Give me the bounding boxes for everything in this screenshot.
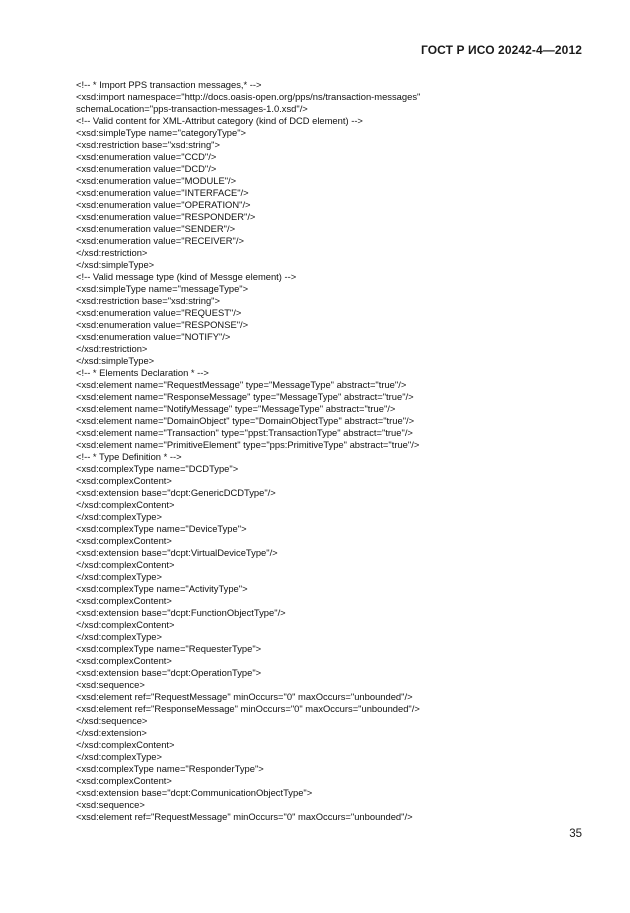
code-line: <xsd:element ref="RequestMessage" minOccurs="0" maxOccurs="unbounded"/> [76,691,413,702]
code-line: <xsd:element name="ResponseMessage" type="MessageType" abstract="true"/> [76,391,414,402]
code-line: <xsd:enumeration value="REQUEST"/> [76,307,242,318]
code-line: <xsd:enumeration value="CCD"/> [76,151,217,162]
code-line: <xsd:import namespace="http://docs.oasis-open.org/pps/ns/transaction-messages" [76,91,421,102]
code-line: </xsd:restriction> [76,343,148,354]
code-line: <xsd:element name="PrimitiveElement" type="pps:PrimitiveType" abstract="true"/> [76,439,420,450]
code-line: <xsd:complexContent> [76,475,172,486]
code-line: <xsd:complexType name="DeviceType"> [76,523,247,534]
code-line: </xsd:simpleType> [76,355,155,366]
code-line: <xsd:complexContent> [76,595,172,606]
code-line: <xsd:complexContent> [76,535,172,546]
code-line: <xsd:restriction base="xsd:string"> [76,139,220,150]
xsd-code-listing [76,79,576,823]
code-line: <xsd:enumeration value="RECEIVER"/> [76,235,244,246]
code-line: <xsd:extension base="dcpt:CommunicationObjectType"> [76,787,313,798]
code-line: <xsd:enumeration value="NOTIFY"/> [76,331,231,342]
code-line: </xsd:restriction> [76,247,148,258]
code-line: </xsd:complexContent> [76,739,175,750]
code-line: <xsd:enumeration value="MODULE"/> [76,175,237,186]
code-line: <!-- * Type Definition * --> [76,451,182,462]
code-line: <xsd:extension base="dcpt:FunctionObjectType"/> [76,607,286,618]
code-line: <xsd:enumeration value="DCD"/> [76,163,217,174]
code-line: <xsd:complexType name="DCDType"> [76,463,239,474]
code-line: </xsd:complexType> [76,751,162,762]
code-line: <xsd:sequence> [76,799,145,810]
standard-header: ГОСТ Р ИСО 20242-4—2012 [420,43,582,57]
code-line: <xsd:element name="Transaction" type="ppst:TransactionType" abstract="true"/> [76,427,413,438]
code-line: <xsd:enumeration value="RESPONDER"/> [76,211,256,222]
code-line: <xsd:sequence> [76,679,145,690]
code-line: <xsd:extension base="dcpt:GenericDCDType"/> [76,487,276,498]
code-line: </xsd:extension> [76,727,147,738]
code-line: </xsd:complexContent> [76,559,175,570]
code-line: <!-- Valid message type (kind of Messge element) --> [76,271,297,282]
code-line: <xsd:complexContent> [76,775,172,786]
code-line: <xsd:enumeration value="OPERATION"/> [76,199,251,210]
code-line: <xsd:element name="NotifyMessage" type="MessageType" abstract="true"/> [76,403,396,414]
code-line: <xsd:complexContent> [76,655,172,666]
code-line: </xsd:sequence> [76,715,148,726]
code-line: <!-- * Elements Declaration * --> [76,367,209,378]
code-line: <!-- * Import PPS transaction messages,* --> [76,79,262,90]
code-line: <xsd:enumeration value="SENDER"/> [76,223,236,234]
code-line: </xsd:complexType> [76,511,162,522]
code-line: <xsd:simpleType name="categoryType"> [76,127,247,138]
code-line: <xsd:enumeration value="INTERFACE"/> [76,187,249,198]
code-line: </xsd:complexType> [76,631,162,642]
code-line: <xsd:complexType name="ResponderType"> [76,763,264,774]
code-line: </xsd:complexContent> [76,619,175,630]
code-line: <xsd:simpleType name="messageType"> [76,283,249,294]
code-line: <xsd:element ref="ResponseMessage" minOccurs="0" maxOccurs="unbounded"/> [76,703,420,714]
code-line: <!-- Valid content for XML-Attribut category (kind of DCD element) --> [76,115,363,126]
code-line: <xsd:element name="DomainObject" type="DomainObjectType" abstract="true"/> [76,415,415,426]
page-number: 35 [569,828,582,840]
code-line: <xsd:extension base="dcpt:OperationType"> [76,667,262,678]
code-line: <xsd:element name="RequestMessage" type="MessageType" abstract="true"/> [76,379,407,390]
code-line: <xsd:complexType name="RequesterType"> [76,643,262,654]
code-line: <xsd:element ref="RequestMessage" minOccurs="0" maxOccurs="unbounded"/> [76,811,413,822]
code-line: </xsd:complexType> [76,571,162,582]
code-line: <xsd:enumeration value="RESPONSE"/> [76,319,249,330]
code-line: <xsd:extension base="dcpt:VirtualDeviceType"/> [76,547,278,558]
code-line: </xsd:complexContent> [76,499,175,510]
code-line: <xsd:restriction base="xsd:string"> [76,295,220,306]
code-line: <xsd:complexType name="ActivityType"> [76,583,248,594]
code-line: schemaLocation="pps-transaction-messages-1.0.xsd"/> [76,103,308,114]
code-line: </xsd:simpleType> [76,259,155,270]
